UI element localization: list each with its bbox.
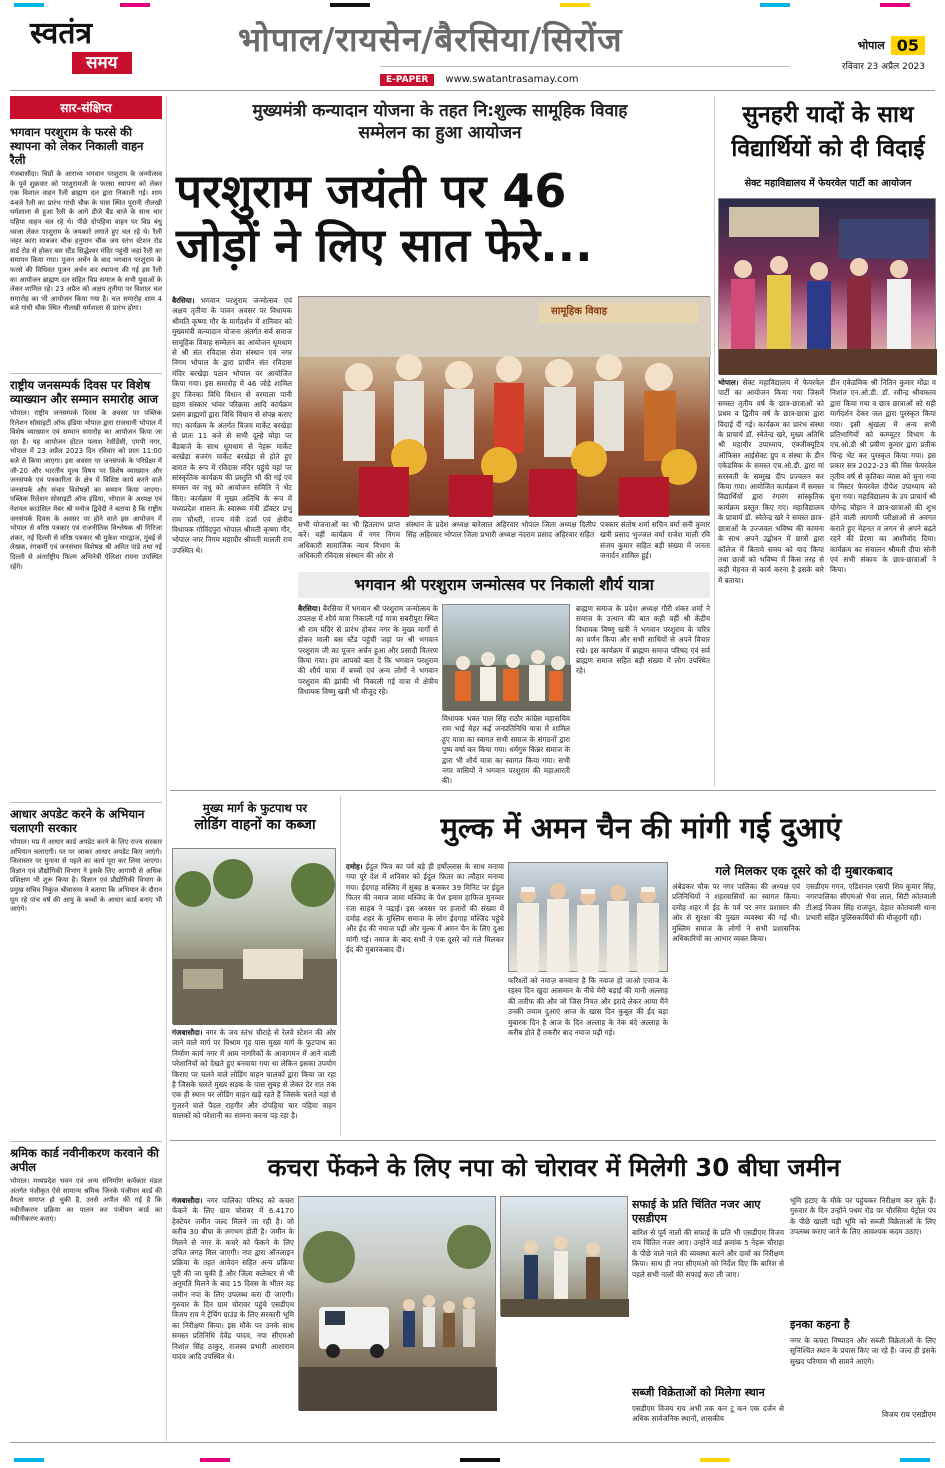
garbage-sub3: इनका कहना है	[790, 1318, 850, 1331]
garbage-sub1: सफाई के प्रति चिंतित नजर आए एसडीएम	[632, 1198, 761, 1225]
sidebar-item-4	[10, 1146, 162, 1446]
logo-bottom-text: समय	[72, 52, 132, 74]
peace-dateline: दमोह।	[346, 862, 363, 871]
sidebar-item-3	[10, 807, 162, 1137]
farewell-col1	[718, 378, 824, 784]
lead-col4: संस्थान के प्रदेश अध्यक्ष बारेलाल अहिरवार भोपाल जिला अध्यक्ष दिलीप सिंह अहिरवार भोपाल जिला प्रभारी अध्यक्ष नंदराम प्रसाद अहिरवार सहित	[406, 520, 596, 540]
yatra-col1	[298, 604, 438, 774]
garbage-col1-text: नगर पालिका परिषद को कचरा फेंकने के लिए ग्राम चोरावर में 6.4170 हेक्टेयर जमीन जल्द मिलने जा रही है। जो करीब 30 बीघा के लगभग होती है। जमीन के मिलने से नगर के कचरे को फेंकने के लिए उचित जगह मिल जाएगी। नपा द्वारा ऑनलाइन प्रक्रिया के तहत आवेदन सहित अन्य प्रक्रिया पूरी की जा चुकी है और जिला कलेक्टर से भी अनुमति मिलने के बाद 15 दिवस के भीतर यह जमीन नपा के लिए उपलब्ध करा दी जाएगी। गुरुवार के दिन ग्राम चोरावर पहुंचे एसडीएम विजय राय ने ट्रेंचिंग ग्राउंड के लिए सरकारी भूमि का निरीक्षण किया। इस मौके पर उनके साथ समस्त प्रतिनिधि देवेंद्र यादव, नपा सीएमओ निशांत सिंह ठाकुर, राजस्व प्रभारी आशाराम यादव आदि उपस्थित थे।	[172, 1196, 294, 1362]
eid-photo-image	[509, 863, 669, 973]
farewell-photo	[718, 198, 936, 374]
footpath-body	[172, 1028, 336, 1134]
sidebar	[10, 96, 162, 1438]
peace-col1	[346, 862, 504, 1134]
epaper-bar	[380, 66, 790, 85]
wedding-photo	[298, 296, 710, 516]
lead-headline-line1: परशुराम जयंती पर 46	[176, 164, 567, 218]
peace-col3: अंबेडकर चौक पर नगर पालिका की अध्यक्ष एवं प्रतिनिधियों ने शहरवासियों का स्वागत किया। दमोह शहर में ईद के पर्व पर नगर प्रशासन की ओर से सुरक्षा की पुख्ता व्यवस्था की गई थी। मुस्लिम समाज के लोगों ने सभी प्रशासनिक अधिकारियों का आभार व्यक्त किया।	[672, 882, 800, 944]
lead-headline	[176, 164, 716, 272]
peace-col2: फरिश्तों को नमाज़ बनवाना है कि नवाज हो जाओ एजाज के रहस्य दिन खुदा आसमान के नीचे मेरी बड़ाई की यानी अल्लाह की तारीफ की और जो जिस नियत और इरादे लेकर आया मैंने उनकी तमाम दुआएं आज के खास दिन कुबूल की ईद बड़ा मुबारक दिन है आज के दिन अल्लाह के नेक बंदे अल्लाह के करीब होते हैं तकरीर बाद नमाज पढ़ी गई।	[508, 976, 668, 1038]
garbage-dateline: गंजबासौदा।	[172, 1196, 203, 1205]
eid-photo-caption: गले मिलकर एक दूसरे को दी मुबारकबाद	[715, 864, 893, 878]
sidebar-item-body: भोपाल। मप्र में आधार कार्ड अपडेट करने के लिए राज्य सरकार अभियान चलाएगी। पर पर जाकर आधार अपडेट किए जाएंगे। जिलास्तर पर मुनाना से पहले का कार्य पूरा कर लिया जाएगा। विज्ञान एवं प्रौद्योगिकी विभाग ने इसके लिए आगामी से अधिक प्रशिक्षण भी शुरू किया है। विज्ञान एवं प्रौद्योगिकी विभाग के प्रमुख सचिव निकुंज श्रीवास्तव ने बताया कि अभियान के दौरान घूम रहे पांच वर्ष की आयु के बच्चों के आधार कार्ड बनाए भी जाएंगे।	[10, 838, 162, 914]
page-number: 05	[891, 36, 925, 55]
yatra-col1-text: बैरसिया में भगवान श्री परशुराम जन्मोत्सव के उपलक्ष में शौर्य यात्रा निकाली गई यात्रा सबरीपुरा स्थित श्री राम मंदिर से प्रारंभ होकर नगर के मुख्य मार्गों से होकर माली बस स्टैंड पहुंची जहां पर श्री भगवान परशुराम जी का पूजन अर्चन हुआ और प्रसादी वितरण किया गया। हम आपको बता दें कि भगवान परशुराम की शौर्य यात्रा में बच्चों एवं अन्य लोगों ने भगवान परशुराम की झांकी भी निकाली गई यात्रा में क्षेत्रीय विधायक विष्णु खत्री भी मौजूद रहे।	[298, 604, 438, 697]
farewell-headline	[718, 98, 938, 166]
footpath-photo-image	[173, 849, 337, 1025]
garbage-site-photo	[298, 1196, 496, 1410]
eid-photo	[508, 862, 668, 972]
newspaper-logo	[30, 16, 160, 86]
lead-kicker: मुख्यमंत्री कन्यादान योजना के तहत नि:शुल्क सामूहिक विवाह सम्मेलन का हुआ आयोजन	[252, 101, 628, 143]
epaper-label: E-PAPER	[380, 74, 434, 86]
garbage-col1	[172, 1196, 294, 1438]
footpath-photo	[172, 848, 336, 1024]
yatra-col2: विधायक भक्त पाल सिंह राठौर कांग्रेस महासचिव राम भाई मेहर कई जनप्रतिनिधि यात्रा में शामिल हुए यात्रा का स्वागत सभी समाज के संगठनों द्वारा पुष्प वर्षा कर किया गया। धर्मगुरु किन्नर समाज के द्वारा भी शौर्य यात्रा का स्वागत किया गया। सभी नगर वासियों ने भगवान परशुराम की महाआरती की।	[442, 714, 570, 786]
sidebar-item-headline: भगवान परशुराम के फरसे की स्थापना को लेकर निकाली वाहन रैली	[10, 125, 144, 167]
yatra-headline: भगवान श्री परशुराम जन्मोत्सव पर निकाली शौर्य यात्रा	[298, 572, 710, 598]
lead-col3: सभी योजनाओं का भी हितलाभ प्राप्त करें। वहीं कार्यक्रम में नगर निगम अधिकारी सामाजिक न्याय विभाग के अधिकारी रविदास संस्थान की ओर से	[298, 520, 400, 561]
sidebar-item-headline: आधार अपडेट करने के अभियान चलाएगी सरकार	[10, 807, 145, 835]
farewell-col2: डीन एकेडमिक श्री नितिन कुमार मोंढा व निशांत एन.ओ.डी. डॉ. रवीन्द्र श्रीवास्तव द्वारा किया गया व छात्र छात्राओं को सही मार्गदर्शन देकर जल द्वारा पुरस्कृत किया गया। इसी श्रृंखला में अन्य सभी प्रतिभागियों को कम्प्यूटर विभाग के एच.ओ.डी श्री प्रवीण कुमार द्वारा प्रतीक चिन्ह भेंट कर पुरस्कृत किया गया। इस प्रकार सत्र 2022-23 की मिस फेयरवेल तृतीय वर्ष से कृतिका व्यास को चुना गया व मिस्टर फेयरवेल दीपेश उपाध्याय को चुना गया। महाविद्यालय के उप प्राचार्य श्री योगेन्द्र चौहान ने छात्र-छात्राओं की शुभ होने वाली आगामी परीक्षाओं से अवगत कराते हुए मेहनत व लगन से अपने बढ़ते रहने की प्रेरणा का आशीर्वाद दिया। कार्यक्रम का संचालन श्रीमती दीपा सोनी एवं सभी संकाय के छात्र-छात्राओं ने किया।	[830, 378, 936, 575]
edition-title: भोपाल/रायसेन/बैरसिया/सिरोंज	[238, 20, 623, 59]
issue-date: रविवार 23 अप्रैल 2023	[841, 62, 925, 72]
farewell-headline-line2: विद्यार्थियों को दी विदाई	[731, 136, 925, 162]
sidebar-item-2	[10, 378, 162, 798]
farewell-kicker: सेक्ट महाविद्यालय में फेयरवेल पार्टी का आयोजन	[744, 178, 912, 189]
sidebar-item-headline: राष्ट्रीय जनसम्पर्क दिवस पर विशेष व्याख्यान और सम्मान समारोह आज	[10, 378, 158, 406]
sidebar-title: सार-संक्षिप्त	[10, 96, 162, 119]
sidebar-item-headline: श्रमिक कार्ड नवीनीकरण करवाने की अपील	[10, 1146, 159, 1174]
yatra-dateline: बैरसिया।	[298, 604, 321, 613]
garbage-col3: एसडीएम विजय राय अभी तक कन टू कन एक दर्जन से अधिक सार्वजनिक स्थानों, शासकीय	[632, 1404, 784, 1424]
lead-dateline: बैरसिया।	[172, 296, 195, 305]
garbage-inspection-photo-image	[501, 1197, 629, 1317]
sidebar-item-1	[10, 125, 162, 369]
footpath-dateline: गंजबासौदा।	[172, 1028, 203, 1037]
garbage-col5: नगर के कचरा निष्पादन और सब्जी विक्रेताओं के लिए सुनिश्चित स्थान के प्रयास किए जा रहे हैं। जल्द ही इसके सुखद परिणाम भी सामने आएंगे।	[790, 1336, 936, 1366]
garbage-byline: विजय राय एसडीएम	[882, 1410, 936, 1419]
photo-banner: सामूहिक विवाह	[551, 306, 608, 317]
page-info	[800, 36, 925, 80]
garbage-col1-cont	[298, 1412, 496, 1438]
yatra-photo	[442, 604, 570, 710]
logo-top-text: स्वतंत्र	[30, 16, 93, 51]
footpath-headline-line2: लोडिंग वाहनों का कब्जा	[194, 817, 316, 833]
lead-col5: पत्रकार संतोष शर्मा सचिन वर्मा सनी कुमार खत्री प्रसाद भुज्जल वर्मा राजेश माली रवि संजय कुमार सहित बड़ी संख्या में जनता जनार्दन शामिल हुई।	[600, 520, 710, 561]
website-link[interactable]: www.swatantrasamay.com	[445, 74, 579, 85]
lead-headline-line2: जोड़ों ने लिए सात फेरे...	[176, 218, 593, 272]
farewell-col1-text: सेक्ट महाविद्यालय में फेयरवेल पार्टी का आयोजन किया गया जिसमें समस्त तृतीय वर्ष के छात्र-छात्राओं को प्रथम व द्वितीय वर्ष के छात्र-छात्रा द्वारा विदाई दी गई। कार्यक्रम का प्रारंभ संस्था के प्राचार्य डॉ. स्वेतेन्द्र खरे, मुख्य अतिथि श्री महावीर उपाध्याय, एक्जीक्यूटिव ऑफिसर आईसेक्ट ग्रुप व संस्था के डीन एकेडमिक के समस्त एच.ओ.डी. द्वारा मां सरस्वती के सम्मुख दीप प्रज्वलन कर किया गया। आयोजित कार्यक्रम में समस्त विद्यार्थियों द्वारा रंगारंग सांस्कृतिक कार्यक्रम प्रस्तुत किए गए। महाविद्यालय के प्राचार्य डॉ. स्वेतेन्द्र खरे ने समस्त छात्र-छात्राओं के उज्जवल भविष्य की कामना के साथ अपने उद्बोधन में छात्रों द्वारा कॉलेज में बिताये समय को याद किया तथा छात्रों को भविष्य में किस तरह से कड़ी मेहनत से कार्य करना है इसके बारे में बताया।	[718, 378, 824, 585]
sidebar-item-body: भोपाल। राष्ट्रीय जनसम्पर्क दिवस के अवसर पर पब्लिक रिलेशन सोसाइटी ऑफ इंडिया भोपाल द्वारा राजधानी भोपाल में विशेष व्याख्यान एवं सम्मान समारोह का आयोजन किया जा रहा है। यह आयोजन होटल पलाश रेसीडेंसी, एमपी नगर, भोपाल में 23 अप्रैल 2023 दिन रविवार को प्रातः 11:00 बजे से किया जाएगा। इस अवसर पर जनसंपर्क के परिप्रेक्ष्य में जी-20 और भारतीय मूल्य विषय पर विशेष व्याख्यान और जनसंपर्क एवं पत्रकारिता के क्षेत्र में विशिष्ट कार्य करने वाले जनसंपर्क और संचार विशेषज्ञों का सम्मान किया जाएगा। पब्लिक रिलेशन सोसाइटी ऑफ इंडिया, भोपाल के अध्यक्ष एवं नेशनल काउंसिल मेंबर श्री मनोज द्विवेदी ने बताया है कि राष्ट्रीय जनसंपर्क दिवस के अवसर पर होने वाले इस आयोजन में भोपाल से वरिष्ठ पत्रकार एवं राजनीतिक विश्लेषक श्री गिरिजा शंकर, नई दिल्ली से वरिष्ठ पत्रकार श्री मुकेश भारद्वाज, मुंबई से लेखक, रंगकर्मी एवं जनसंचार विशेषज्ञ श्री अमित पांडे तथा नई दिल्ली से अंतर्राष्ट्रीय फिल्म अभिनेत्री ऐलिशा रायना उपस्थित रहेंगे।	[10, 409, 162, 571]
yatra-photo-image	[443, 605, 571, 711]
peace-headline: मुल्क में अमन चैन की मांगी गई दुआएं	[440, 811, 842, 845]
footpath-body-text: नगर के जय स्तंभ चौराहे से रेलवे स्टेशन की ओर जाने वाले मार्ग पर विश्राम गृह पास मुख्य मार्ग के फुटपाथ का निर्माण कार्य नगर में आम नागरिकों के आवागमन में आने वाली परेशानियों को देखते हुए बनवाया गया था लेकिन इसका उपयोग किराए पर चलने वाले लोडिंग वाहन चालकों द्वारा किया जा रहा है जिसके चलते मुख्य सड़क के पास सुबह से लेकर देर रात तक एक ही स्थान पर लोडिंग वाहन खड़े रहते हैं जिसके चलते यहां से गुजरने वाले पैदल राहगीर और दोपहिया चार पहिया वाहन चालकों को परेशानी का सामना करना पड़ रहा है।	[172, 1028, 336, 1121]
masthead	[10, 10, 935, 90]
garbage-col2: बारिश से पूर्व नालों की सफाई के प्रति भी एसडीएम विजय राय चिंतित नजर आए। उन्होंने वार्ड क्रमांक 5 नेहरू चौराहा के पीछे वाले नाले की व्यवस्था करने और दावों का निरीक्षण किया। साथ ही नपा सीएमओ को निर्देश दिए कि बारिश से पहले सभी नालों की सफाई करा ली जाए।	[632, 1228, 784, 1279]
yatra-col3: ब्राह्मण समाज के प्रदेश अध्यक्ष गौरी शंकर शर्मा ने समाज के उत्थान की बात कही वहीं श्री केंद्रीय विधायक विष्णु खत्री ने भगवान परशुराम के चरित्र का वर्णन किया और सभी साथियों से अपने विचार रखे। इस कार्यक्रम में ब्राह्मण समाज परिषद एवं सर्व ब्राह्मण समाज सहित बड़ी संख्या में लोग उपस्थित रहे।	[576, 604, 710, 676]
peace-col1-text: ईदुल फित्र का पर्व बड़े ही हर्षोल्लास के साथ मनाया गया पूरे देश में शनिवार को ईदुल फितर का त्यौहार मनाया गया। ईदगाह मस्जिद में सुबह 8 बजकर 39 मिनिट पर ईदुल फितर की नमाज जामा मस्जिद के पेश इमाम हाफिज मुनव्वर रजा साहब ने पढ़ाई। इस अवसर पर हजारों की संख्या में दमोह शहर के मुस्लिम समाज के लोग ईदगाह मस्जिद पहुंचे और ईद की नमाज पढ़ी और मुल्क में अमन चैन के लिए दुआ मांगी गई। नमाज के बाद सभी ने एक दूसरे को गले मिलकर ईद की मुबारकबाद दी।	[346, 862, 505, 955]
garbage-sub2: सब्जी विक्रेताओं को मिलेगा स्थान	[632, 1386, 765, 1399]
farewell-dateline: भोपाल।	[718, 378, 739, 387]
sidebar-item-body: भोपाल। मध्यप्रदेश भवन एवं अन्य संनिर्माण कर्मकार मंडल अंतर्गत पंजीकृत ऐसे सामान्य श्रमिक जिनके पंजीयन कार्ड की वैधता समाप्त हो चुकी है, उनसे अपील की गई है कि नवीनीकरण प्रक्रिया का पालन कर पंजीयन कार्ड का नवीनीकरण कराएं।	[10, 1177, 162, 1224]
city-label: भोपाल	[857, 39, 885, 52]
garbage-col4: भूमि हटाए के मौके पर पहुंचकर निरीक्षण कर चुके हैं। गुरुवार के दिन उन्होंने पथम रोड पर चौरसिया पेट्रोल पंप के पीछे खाली पड़ी भूमि को सब्जी विक्रेताओं के लिए उपलब्ध कराए जाने के लिए आवश्यक कदम उठाए।	[790, 1196, 936, 1237]
garbage-site-photo-image	[299, 1197, 497, 1411]
lead-body	[172, 296, 292, 774]
peace-col4: एसडीएम गगन, एडिशनल एसपी शिव कुमार सिंह, नगरपालिका सीएमओ भैया लाल, सिटी कोतवाली टीआई विजय सिंह राजपूत, देहात कोतवाली थाना प्रभारी सहित पुलिसकर्मियों की मौजूदगी रही।	[806, 882, 936, 923]
farewell-photo-image	[719, 199, 937, 375]
sidebar-item-body: गंजबासौदा। विप्रों के आराध्य भगवान परशुराम के जन्मोत्सव के पूर्व शुक्रवार को परशुरामजी के फरसा स्थापना को लेकर एक विशाल वाहन रैली ब्राह्मण दल द्वारा निकाली गई। शाम 4बजे रैली का प्रारंभ गांधी चौक के पास स्थित पुरानी नौलखी धर्मशाला से हुआ रैली के आगे डीजे बैंड बाजे के साथ चार पहिया वाहन चल रहे थे। पीछे दोपहिया वाहन पर विप्र बंधु ध्वजा लेकर परशुराम के जयकारे लगाते हुए चल रहे थे। रैली जहर कारा साबजर चौक हनुमान चौक जय स्तंभ स्टेशन रोड वार्ड रोड से होकर बस स्टैंड सिद्धेश्वर मंदिर पहुंची जहां रैली का समापन किया गया। पूजन अर्चन के बाद भगवान परशुराम के फरसे की विधिवत पूजन अर्चन कर स्थापना की गई इस रैली का आयोजन ब्राह्मण दल सहित विप्र समाज के सभी युवाओं के लेकर शामिल रहे। 23 अप्रैल को अक्षय तृतीया पर विशाल चल समारोह का भी आयोजन किया गया है। चल समारोह शाम 4 बजे गांधी चौक स्थित नौलखी धर्मशाला से प्रारंभ होगा।	[10, 170, 162, 313]
footpath-headline	[172, 800, 338, 834]
wedding-photo-image	[299, 297, 711, 517]
farewell-headline-line1: सुनहरी यादों के साथ	[742, 102, 914, 128]
lead-body-text: भगवान परशुराम जन्मोत्सव एवं अक्षय तृतीया के पावन अवसर पर विधायक श्रीमति कृष्णा गौर के मार्गदर्शन में शनिवार को मुख्यमंत्री कन्यादान योजना अंतर्गत सर्व समाज सामूहिक विवाह सम्मेलन का आयोजन धूमधाम से श्री संत रविदास सेवा संस्थान एवं नगर निगम भोपाल के द्वारा प्राचीन संत रविदास मंदिर बरखेड़ा पठान भोपाल पर आयोजित किया गया। इस समारोह में 46 जोड़े शामिल हुए जिनका विधि विधान से वरमाला पानी ग्रहण संस्कार भांवर परिक्रमा आदि कार्यक्रम प्रसंग ब्राह्मणों द्वारा विधि विधान से संपन्न कराए गए। कार्यक्रम के अंतर्गत विजय मार्केट बरखेड़ा से प्रातः 11 बजे से सभी दूल्हे घोड़ा पर बैंडबाजे के साथ धूमधाम से नेहरू मार्केट बरखेड़ा बजरंग मार्केट बरखेड़ा से होते हुए बारात के रूप में रविदास मंदिर पहुंचे यहां पर सांस्कृतिक कार्यक्रम की प्रस्तुति भी की गई एवं समस्त वर वधु को आयोजन समिति ने भेंट किए। कार्यक्रम में मुख्य अतिथि के रूप में मध्यप्रदेश शासन के स्वास्थ्य मंत्री डॉक्टर प्रभु राम चौधरी, राज्य मंत्री दर्जा एवं क्षेत्रीय विधायक गोविंदपुरा भोपाल श्रीमती कृष्णा गौर, भोपाल नगर निगम महापौर श्रीमती मालती राय उपस्थित थे।	[172, 296, 292, 555]
garbage-inspection-photo	[500, 1196, 628, 1316]
garbage-headline: कचरा फेंकने के लिए नपा को चोरावर में मिलेगी 30 बीघा जमीन	[267, 1153, 841, 1182]
footpath-headline-line1: मुख्य मार्ग के फुटपाथ पर	[202, 801, 308, 815]
